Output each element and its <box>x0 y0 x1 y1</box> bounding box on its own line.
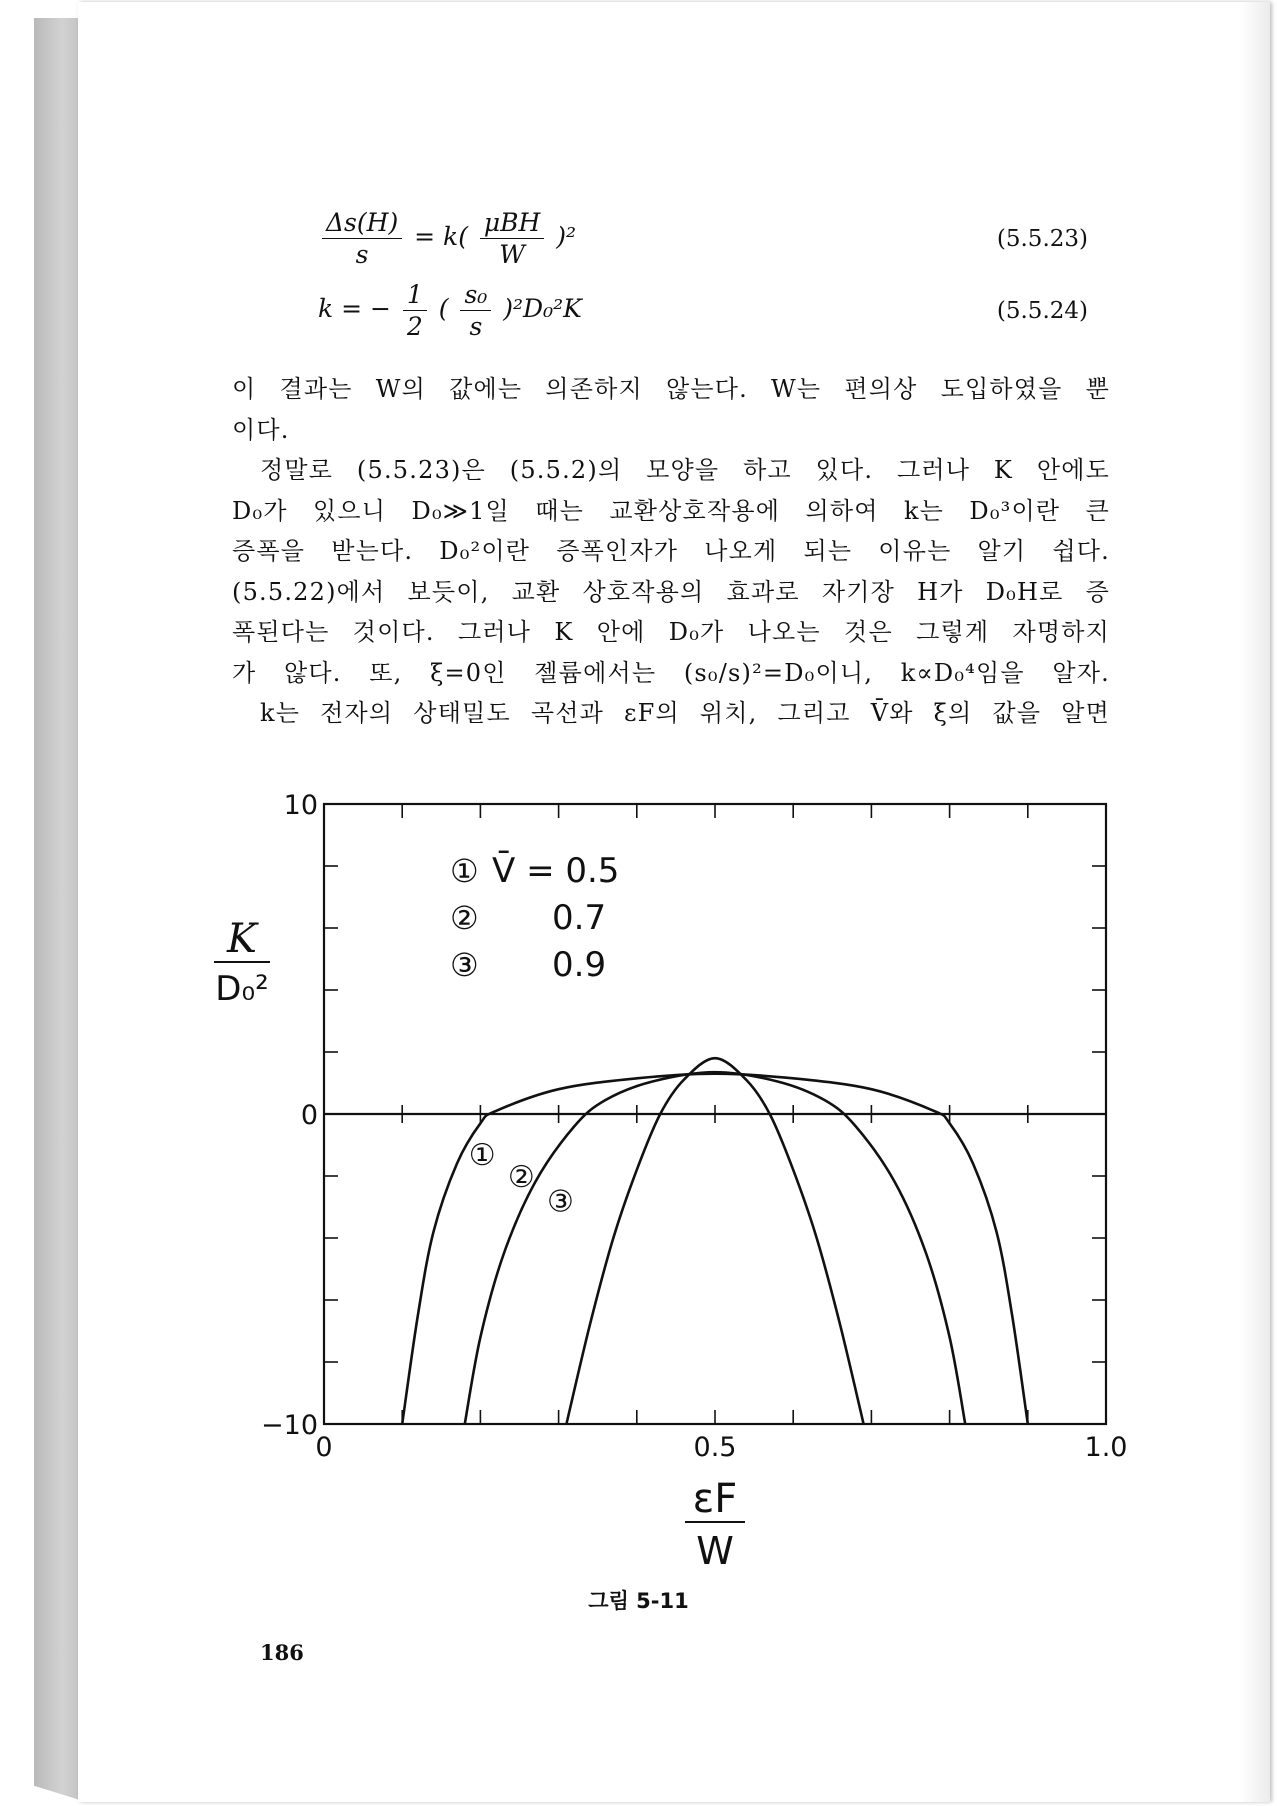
page-number: 186 <box>260 1640 304 1665</box>
eq1-inner-numerator: μBH <box>480 208 544 239</box>
body-text <box>232 369 1110 734</box>
book-spine <box>34 18 80 1800</box>
curve-label-1: ① <box>468 1138 496 1174</box>
paragraph2-line: D₀가 있으니 D₀≫1일 때는 교환상호작용에 의하여 k는 D₀³이란 큰 <box>232 496 1110 525</box>
figure-caption: 그림 5-11 <box>588 1589 689 1613</box>
legend-label: V̄ = 0.5 <box>492 851 620 891</box>
equation-5-5-24 <box>318 280 1088 340</box>
eq1-inner-fraction <box>480 208 544 269</box>
y-tick-label: 0 <box>300 1100 318 1131</box>
y-tick-label: 10 <box>283 790 318 821</box>
eq2-half-fraction <box>403 280 427 341</box>
eq1-lhs-fraction <box>322 208 402 269</box>
x-axis-label-numerator: εF <box>692 1476 738 1522</box>
eq2-tail: )²D₀²K <box>503 294 582 323</box>
curve-label-2: ② <box>507 1159 535 1195</box>
legend-marker: ② <box>450 899 479 937</box>
eq2-ratio-numerator: s₀ <box>460 280 491 311</box>
page-shadow <box>1240 2 1270 1802</box>
series-curve-2 <box>465 1072 965 1424</box>
eq1-lhs-numerator: Δs(H) <box>322 208 402 239</box>
eq2-half-numerator: 1 <box>403 280 427 311</box>
y-axis-label-numerator: K <box>227 916 257 962</box>
legend-marker: ① <box>450 852 479 890</box>
paragraph1-line: 이 결과는 W의 값에는 의존하지 않는다. W는 편의상 도입하였을 뿐 <box>232 375 1110 403</box>
legend-label: 0.7 <box>552 898 607 938</box>
paragraph3-line: k는 전자의 상태밀도 곡선과 εF의 위치, 그리고 V̄와 ξ의 값을 알면 <box>260 699 1110 727</box>
eq1-tail: )² <box>556 222 577 251</box>
paragraph2-line: 가 않다. 또, ξ=0인 젤륨에서는 (s₀/s)²=D₀이니, k∝D₀⁴임을 알자. <box>232 658 1110 687</box>
equation-5-5-23 <box>318 208 1088 268</box>
eq1-inner-denominator: W <box>499 240 525 269</box>
y-axis-label-denominator: D₀² <box>215 969 269 1009</box>
figure-5-11-chart <box>200 780 1160 1600</box>
paragraph2-line: 폭된다는 것이다. 그러나 K 안에 D₀가 나오는 것은 그렇게 자명하지 <box>232 618 1110 646</box>
eq2-ratio-denominator: s <box>469 312 483 341</box>
series-curve-1 <box>402 1074 1028 1424</box>
eq1-number: (5.5.23) <box>996 226 1088 252</box>
eq2-ratio-fraction <box>460 280 491 341</box>
x-tick-label: 0 <box>315 1432 333 1463</box>
x-tick-label: 0.5 <box>693 1432 737 1463</box>
eq1-lhs-denominator: s <box>355 240 369 269</box>
paragraph2-line: 증폭을 받는다. D₀²이란 증폭인자가 나오게 되는 이유는 알기 쉽다. <box>232 537 1110 565</box>
eq1-mid: = k( <box>414 222 468 251</box>
legend-marker: ③ <box>450 946 479 984</box>
eq2-half-denominator: 2 <box>406 312 423 341</box>
paragraph2-line: (5.5.22)에서 보듯이, 교환 상호작용의 효과로 자기장 H가 D₀H로 증 <box>232 577 1110 606</box>
eq2-lhs: k = − <box>318 294 391 323</box>
x-axis-label-denominator: W <box>696 1529 734 1573</box>
eq2-number: (5.5.24) <box>996 298 1088 324</box>
paragraph2-line: 정말로 (5.5.23)은 (5.5.2)의 모양을 하고 있다. 그러나 K 안에도 <box>260 456 1110 484</box>
eq2-mid: ( <box>438 294 449 323</box>
legend-label: 0.9 <box>552 945 607 985</box>
x-tick-label: 1.0 <box>1084 1432 1128 1463</box>
curve-label-3: ③ <box>546 1184 574 1220</box>
y-tick-label: −10 <box>261 1410 318 1441</box>
paragraph1-line: 이다. <box>232 415 290 444</box>
